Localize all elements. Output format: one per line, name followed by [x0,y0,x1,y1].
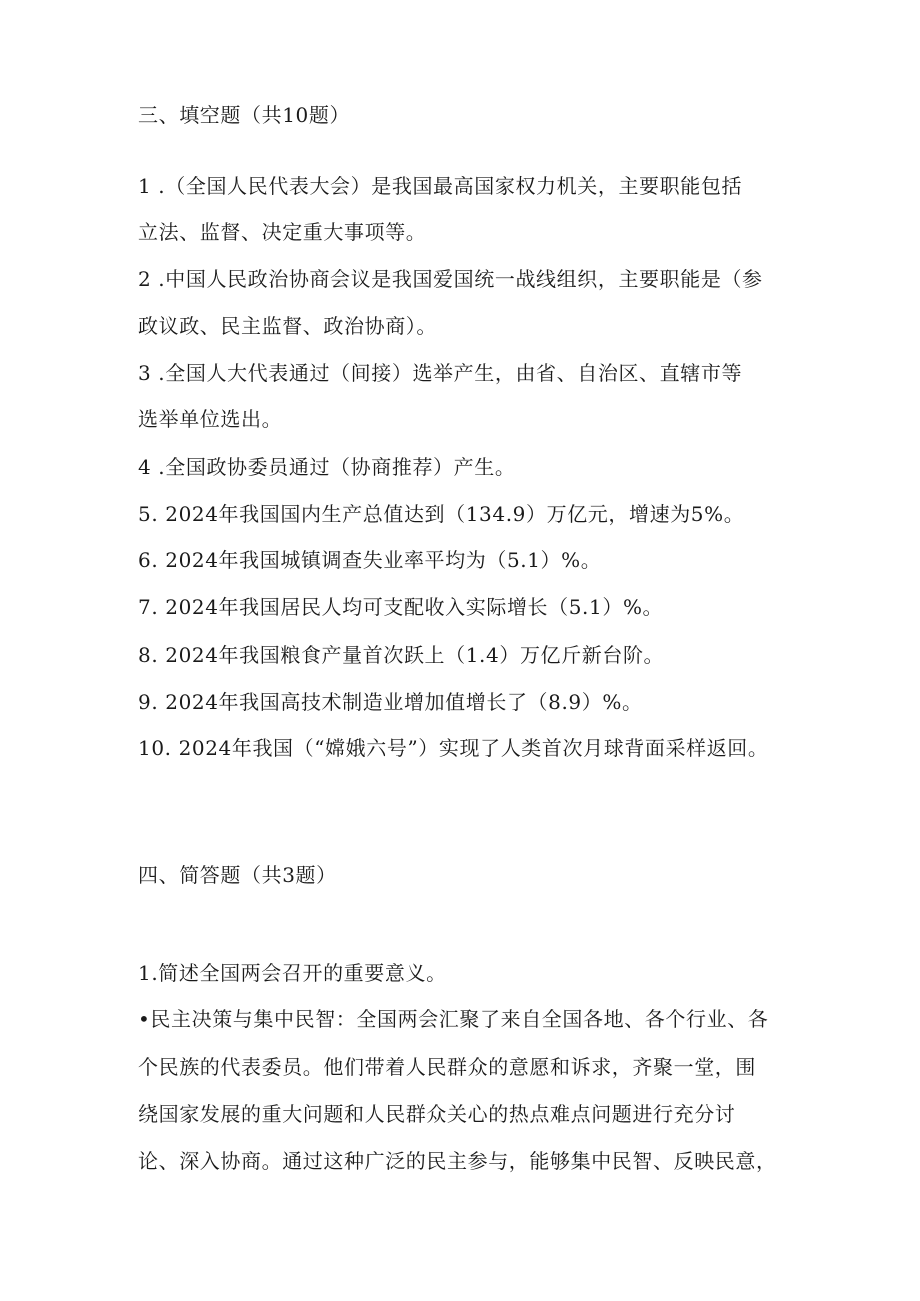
answer-line-3: 绕国家发展的重大问题和人民群众关心的热点难点问题进行充分讨 [138,1102,736,1126]
fill-item-1-line-2: 立法、监督、决定重大事项等。 [138,220,427,244]
fill-item-1-line-1: 1 .（全国人民代表大会）是我国最高国家权力机关，主要职能包括 [138,174,743,198]
section3-heading: 三、填空题（共10题） [138,103,351,127]
fill-item-8: 8. 2024年我国粮食产量首次跃上（1.4）万亿斤新台阶。 [138,643,665,667]
answer-line-2: 个民族的代表委员。他们带着人民群众的意愿和诉求，齐聚一堂，围 [138,1055,756,1079]
short-answer-question-1: 1.简述全国两会召开的重要意义。 [138,961,447,985]
answer-line-4: 论、深入协商。通过这种广泛的民主参与，能够集中民智、反映民意， [138,1149,777,1173]
fill-item-10: 10. 2024年我国（“嫦娥六号”）实现了人类首次月球背面采样返回。 [138,736,769,760]
fill-item-7: 7. 2024年我国居民人均可支配收入实际增长（5.1）%。 [138,595,664,619]
fill-item-6: 6. 2024年我国城镇调查失业率平均为（5.1）%。 [138,548,602,572]
answer-line-1: •民主决策与集中民智：全国两会汇聚了来自全国各地、各个行业、各 [138,1007,769,1031]
fill-item-2-line-1: 2 .中国人民政治协商会议是我国爱国统一战线组织，主要职能是（参 [138,267,763,291]
section4-heading: 四、简答题（共3题） [138,863,337,887]
fill-item-2-line-2: 政议政、民主监督、政治协商）。 [138,314,437,338]
fill-item-4: 4 .全国政协委员通过（协商推荐）产生。 [138,455,516,479]
fill-item-3-line-1: 3 .全国人大代表通过（间接）选举产生，由省、自治区、直辖市等 [138,361,743,385]
fill-item-5: 5. 2024年我国国内生产总值达到（134.9）万亿元，增速为5%。 [138,502,745,526]
fill-item-9: 9. 2024年我国高技术制造业增加值增长了（8.9）%。 [138,690,643,714]
fill-item-3-line-2: 选举单位选出。 [138,407,283,431]
